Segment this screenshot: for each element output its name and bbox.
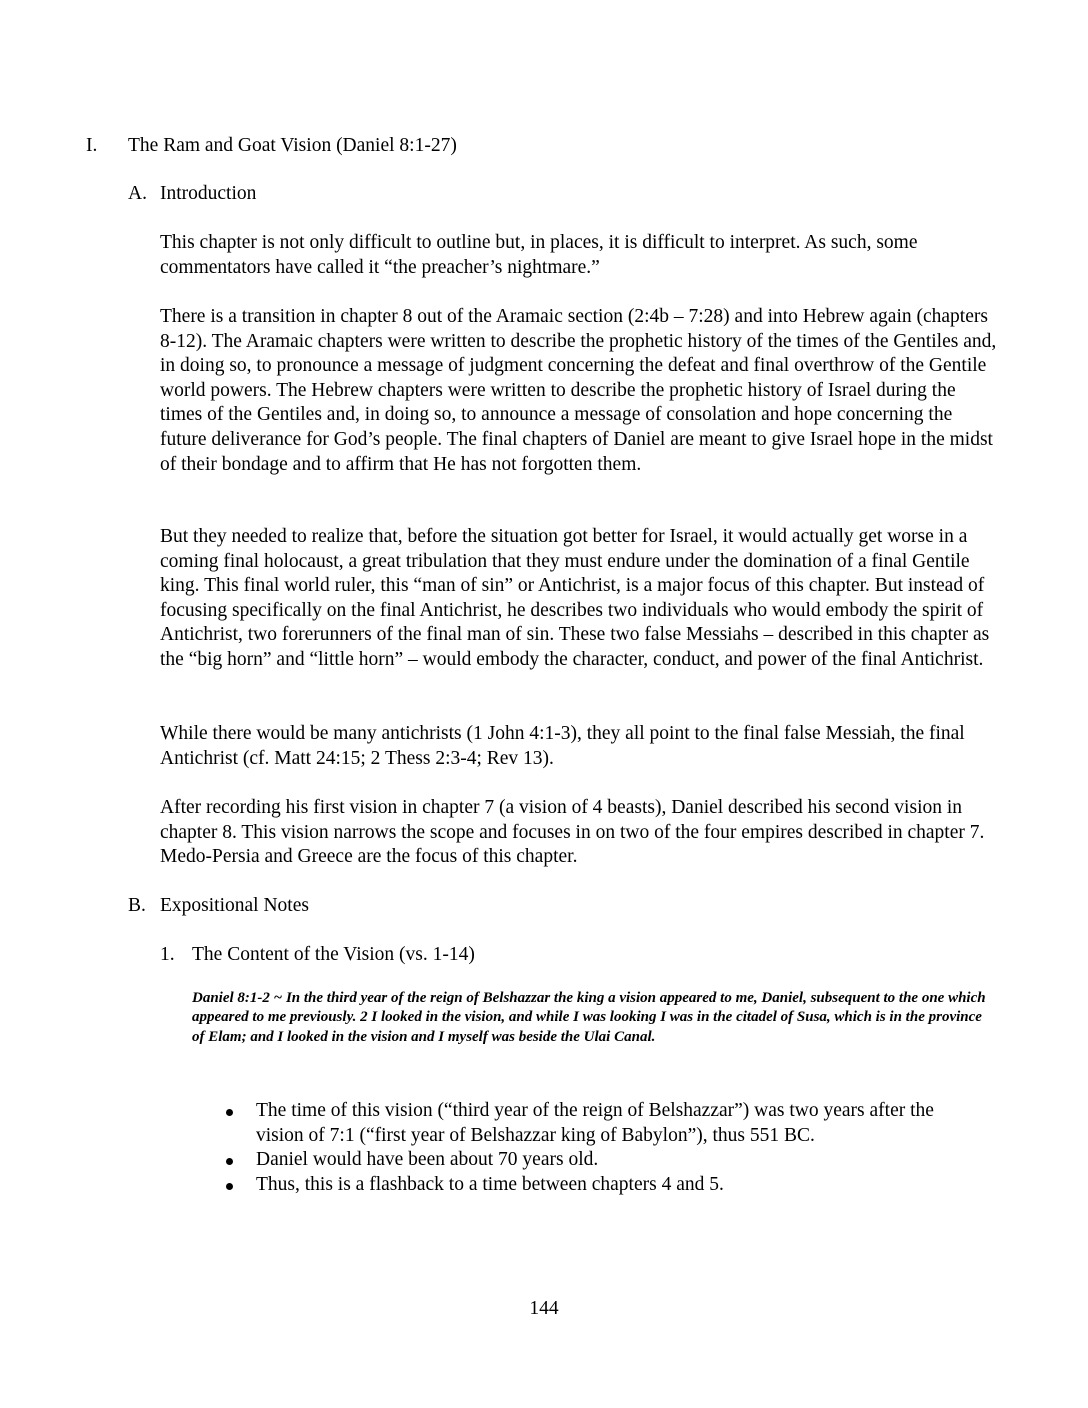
page-number: 144: [529, 1298, 559, 1319]
subsection-title-expositional-notes: Expositional Notes: [160, 895, 309, 916]
intro-paragraph-5: After recording his first vision in chapter 7 (a vision of 4 beasts), Daniel described his second vision in chapter 8. This vision narrows the scope and focuses in on two of the four empires described in chapter 7. Medo-Persia and Greece are the focus of this chapter.: [160, 797, 985, 868]
notes-bullet-list: [226, 1099, 986, 1197]
subsection-letter-b: B.: [128, 895, 146, 916]
section-title: The Ram and Goat Vision (Daniel 8:1-27): [128, 135, 457, 156]
subsection-letter-a: A.: [128, 183, 147, 204]
bullet-item: [226, 1148, 986, 1173]
bullet-text: Thus, this is a flashback to a time between chapters 4 and 5.: [256, 1173, 724, 1195]
point-title: The Content of the Vision (vs. 1-14): [192, 944, 475, 965]
bullet-icon: [226, 1158, 233, 1165]
bullet-item: [226, 1099, 986, 1148]
subsection-title-introduction: Introduction: [160, 183, 257, 204]
intro-paragraph-2: There is a transition in chapter 8 out of the Aramaic section (2:4b – 7:28) and into Hebrew again (chapters 8-12). The Aramaic chapters were written to describe the prophetic history of the times of the Gentiles and, in doing so, to pronounce a message of judgment concerning the defeat and final overthrow of the Gentile world powers. The Hebrew chapters were written to describe the prophetic history of Israel during the times of the Gentiles and, in doing so, to announce a message of consolation and hope concerning the future deliverance for God’s people. The final chapters of Daniel are meant to give Israel hope in the midst of their bondage and to affirm that He has not forgotten them.: [160, 306, 997, 475]
scripture-quote: Daniel 8:1-2 ~ In the third year of the reign of Belshazzar the king a vision appeared to me, Daniel, subsequent to the one which appeared to me previously. 2 I looked in the vision, and while I was looking I was in the citadel of Susa, which is in the province of Elam; and I looked in the vision and I myself was beside the Ulai Canal.: [192, 990, 986, 1045]
bullet-icon: [226, 1183, 233, 1190]
bullet-text: The time of this vision (“third year of the reign of Belshazzar”) was two years after the vision of 7:1 (“first year of Belshazzar king of Babylon”), thus 551 BC.: [256, 1100, 934, 1146]
bullet-item: [226, 1173, 986, 1198]
intro-paragraph-3: But they needed to realize that, before the situation got better for Israel, it would actually get worse in a coming final holocaust, a great tribulation that they must endure under the domination of a final Gentile king. This final world ruler, this “man of sin” or Antichrist, is a major focus of this chapter. But instead of focusing specifically on the final Antichrist, he describes two individuals who would embody the spirit of Antichrist, two forerunners of the final man of sin. These two false Messiahs – described in this chapter as the “big horn” and “little horn” – would embody the character, conduct, and power of the final Antichrist.: [160, 526, 990, 670]
section-numeral: I.: [86, 135, 98, 156]
bullet-icon: [226, 1109, 233, 1116]
bullet-text: Daniel would have been about 70 years old.: [256, 1149, 599, 1171]
intro-paragraph-4: While there would be many antichrists (1 John 4:1-3), they all point to the final false Messiah, the final Antichrist (cf. Matt 24:15; 2 Thess 2:3-4; Rev 13).: [160, 723, 965, 769]
intro-paragraph-1: This chapter is not only difficult to outline but, in places, it is difficult to interpret. As such, some commentators have called it “the preacher’s nightmare.”: [160, 232, 918, 278]
point-number: 1.: [160, 944, 175, 965]
